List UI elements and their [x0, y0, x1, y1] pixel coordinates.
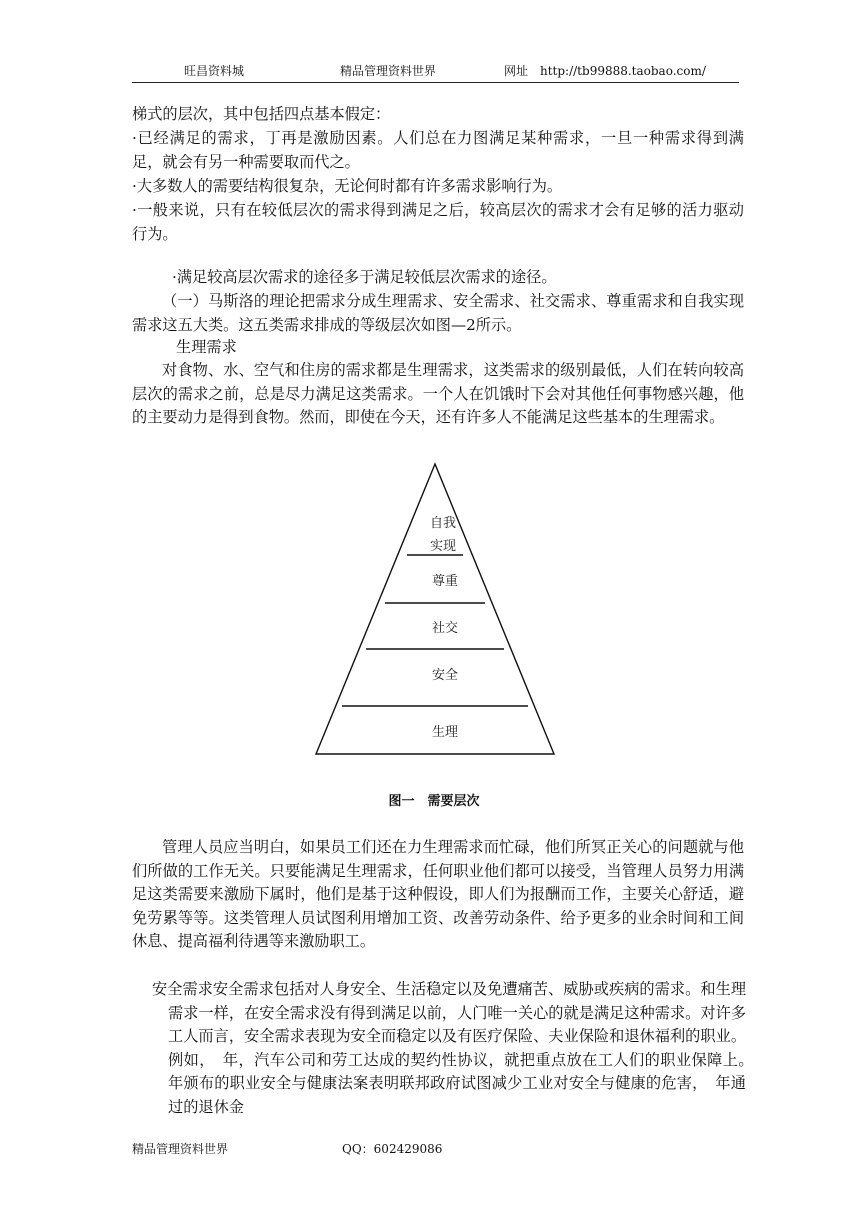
pyramid-level-esteem: 尊重 [431, 574, 459, 589]
managers-paragraph: 管理人员应当明白，如果员工们还在力生理需求而忙碌，他们所冥正关心的问题就与他们所做的工作无关。只要能满足生理需求，任何职业他们都可以接受，当管理人员努力用满足这类需要来激励下属时，他们是基于这种假设，即人们为报酬而工作，主要关心舒适，避免劳累等等。这类管理人员试图利用增加工资、改善劳动条件、给予更多的业余时间和工间休息、提高福利待遇等来激励职工。 [132, 838, 744, 951]
footer-qq-text: QQ：602429086 [342, 1142, 443, 1156]
pyramid-level-physiological: 生理 [431, 725, 459, 740]
maslow-paragraph: （一）马斯洛的理论把需求分成生理需求、安全需求、社交需求、尊重需求和自我实现需求这五大类。这五类需求排成的等级层次如图—2所示。 [132, 292, 744, 334]
bullet-4: ·满足较高层次需求的途径多于满足较低层次需求的途径。 [172, 268, 557, 286]
header-left-text: 旺昌资料城 [184, 64, 245, 78]
header-middle-text: 精品管理资料世界 [340, 64, 437, 78]
physio-heading: 生理需求 [176, 338, 237, 356]
pyramid-level-safety: 安全 [431, 668, 459, 683]
footer-left-text: 精品管理资料世界 [132, 1142, 229, 1156]
bullet-2: ·大多数人的需要结构很复杂，无论何时都有许多需求影响行为。 [132, 177, 563, 195]
header-url-text: 网址 http://tb99888.taobao.com/ [504, 64, 706, 78]
pyramid-level-self-actualization-a: 自我 [429, 516, 457, 531]
safety-paragraph: 安全需求安全需求包括对人身安全、生活稳定以及免遭痛苦、威胁或疾病的需求。和生理需求一样，在安全需求没有得到满足以前，人门唯一关心的就是满足这种需求。对许多工人而言，安全需求表现为安全而稳定以及有医疗保险、夫业保险和退休福利的职业。例如， 年，汽车公司和劳工达成的契约性协议，就把重点放在工人们的职业保障上。 年颁布的职业安全与健康法案表明联邦政府试图减少工业对安全与健康的危害， 年通过的退休金 [152, 980, 762, 1116]
hierarchy-pyramid [312, 462, 558, 758]
pyramid-level-social: 社交 [431, 621, 459, 636]
bullet-1: ·已经满足的需求，丁再是激励因素。人们总在力图满足某种需求，一旦一种需求得到满足，就会有另一种需要取而代之。 [132, 129, 744, 171]
bullet-3: ·一般来说，只有在较低层次的需求得到满足之后，较高层次的需求才会有足够的活力驱动行为。 [132, 201, 744, 243]
intro-line: 梯式的层次，其中包括四点基本假定： [132, 105, 391, 123]
pyramid-outline [316, 464, 554, 754]
page-header [132, 60, 739, 83]
pyramid-level-self-actualization-b: 实现 [429, 539, 457, 554]
figure-caption: 图一 需要层次 [388, 794, 480, 809]
physio-paragraph: 对食物、水、空气和住房的需求都是生理需求，这类需求的级别最低，人们在转向较高层次的需求之前，总是尽力满足这类需求。一个人在饥饿时下会对其他任何事物感兴趣，他的主要动力是得到食物。然而，即使在今天，还有许多人不能满足这些基本的生理需求。 [132, 361, 744, 427]
